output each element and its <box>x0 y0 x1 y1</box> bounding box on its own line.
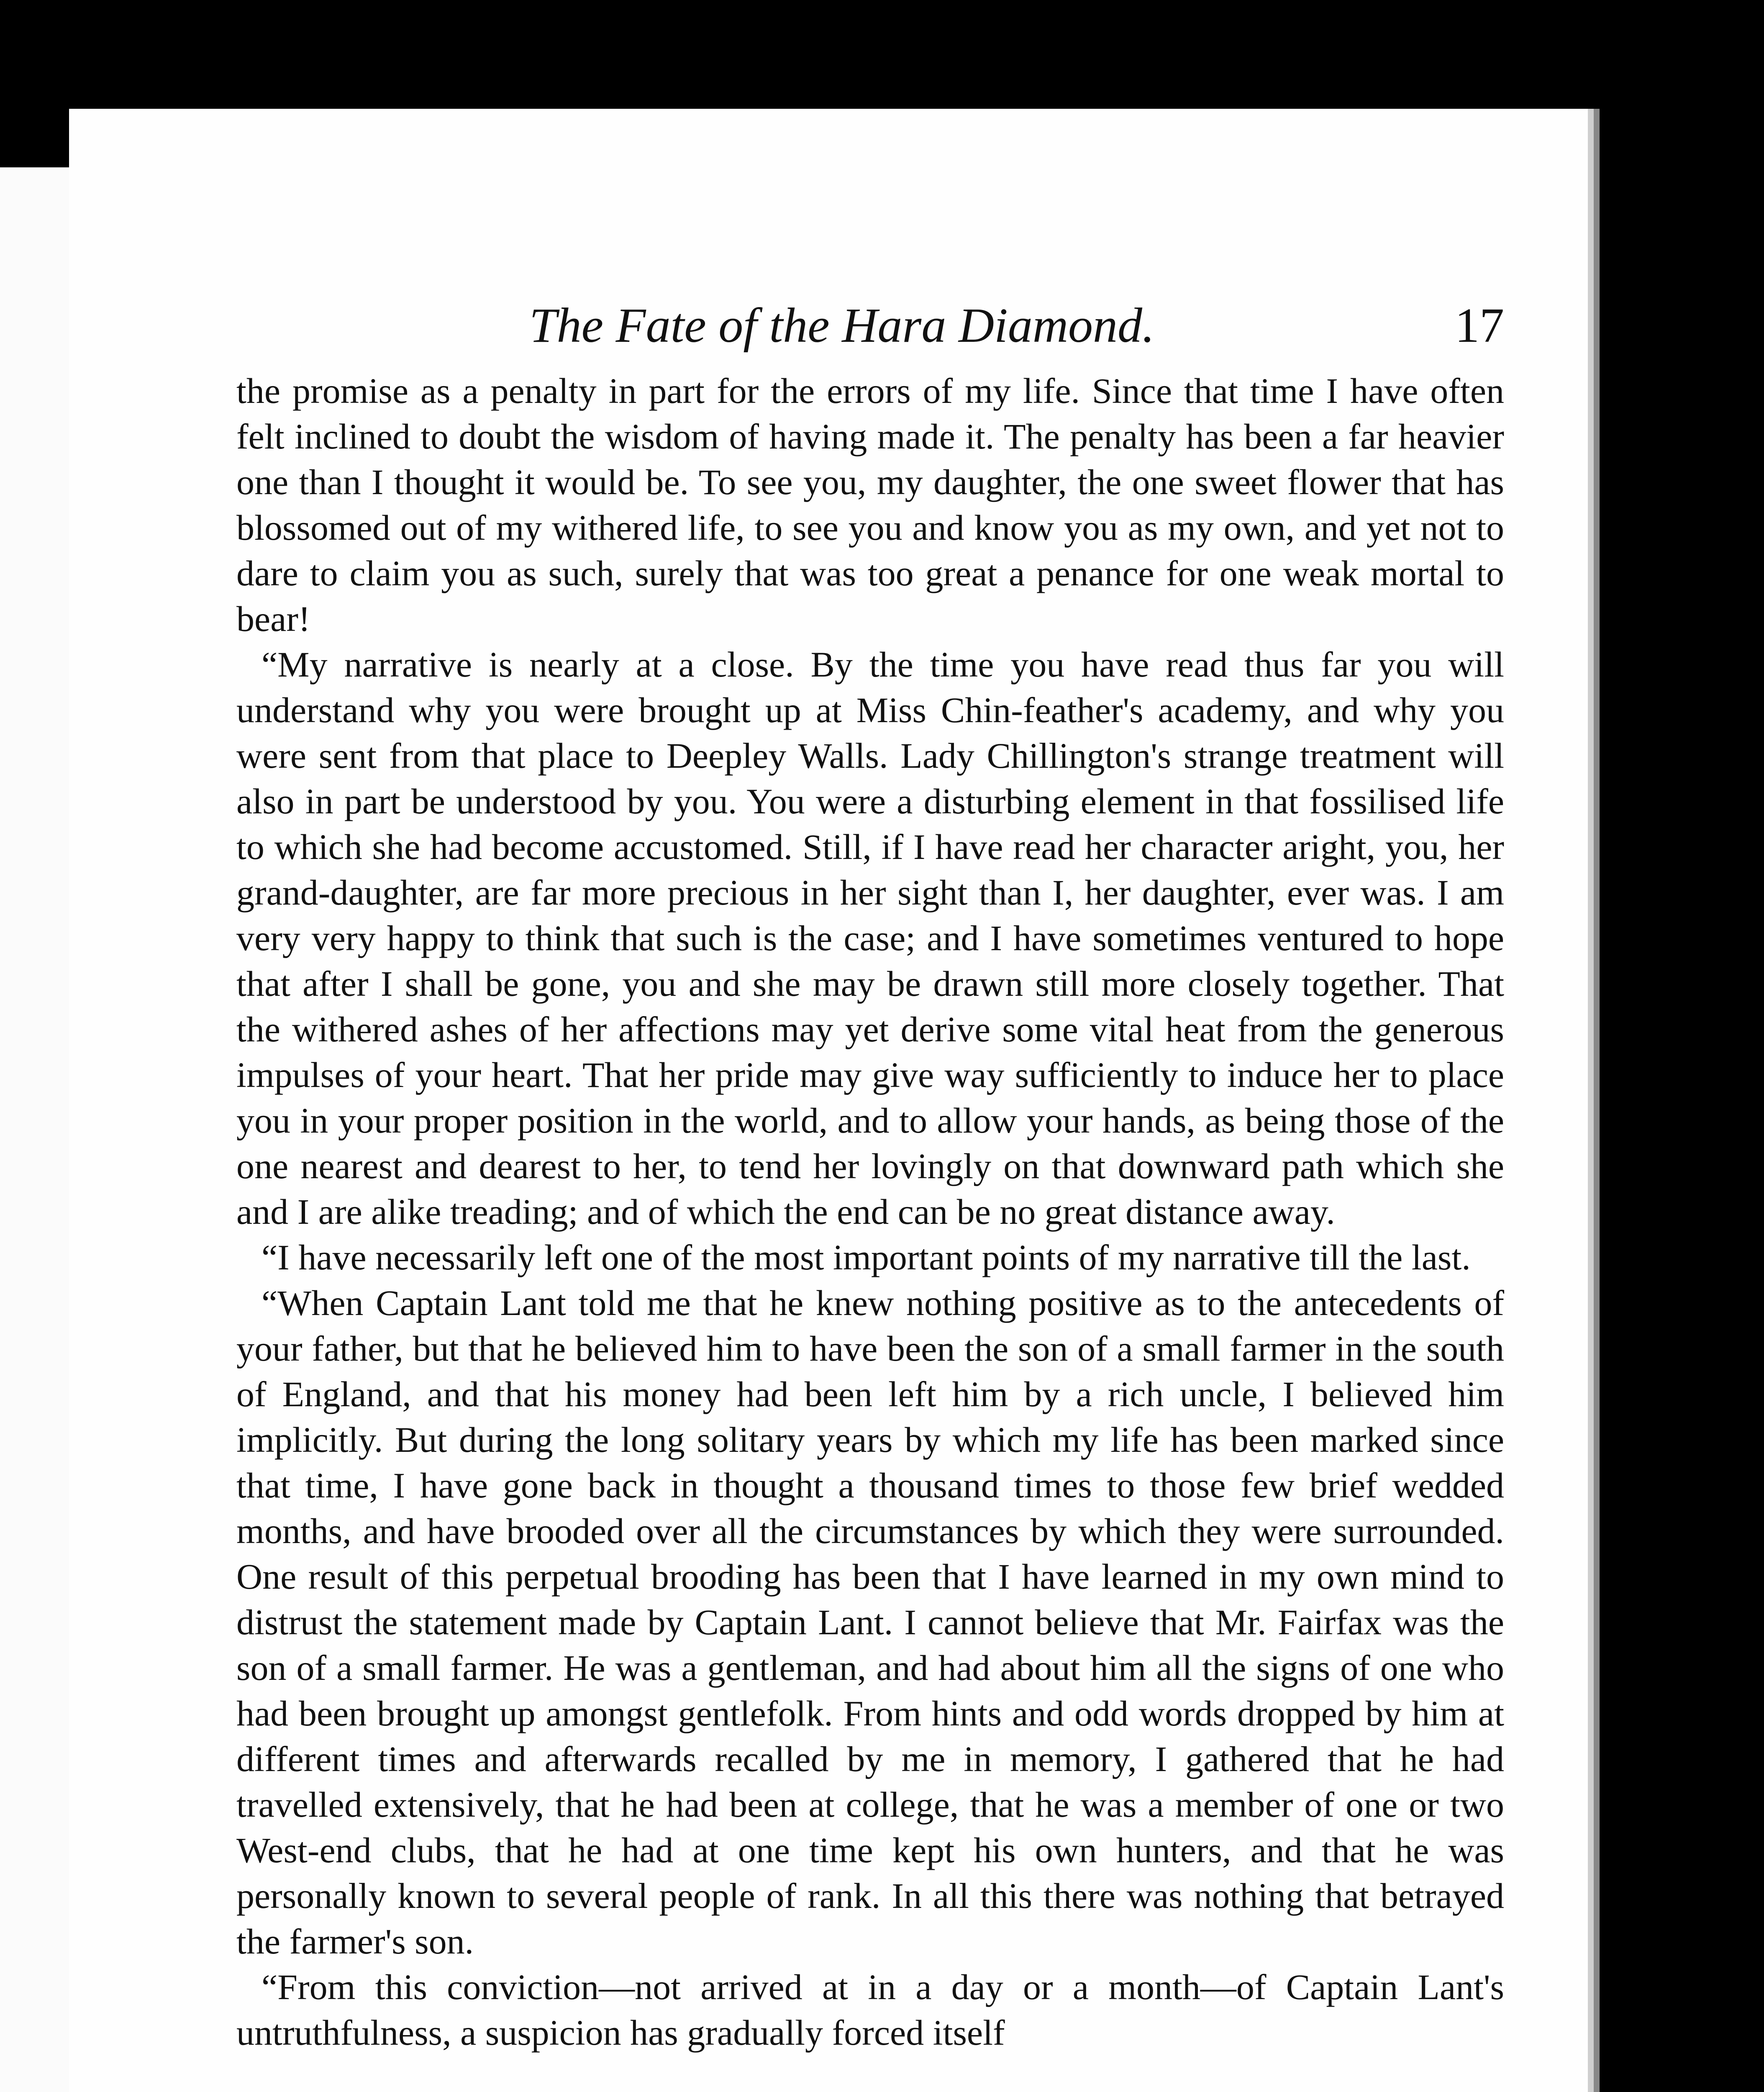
running-title: The Fate of the Hara Diamond. <box>529 298 1155 353</box>
book-page <box>69 109 1588 2092</box>
page-number: 17 <box>1455 298 1504 353</box>
paragraph: “When Captain Lant told me that he knew nothing positive as to the antecedents of your father, but that he believed him to have been the son of a small farmer in the south of England, and that his money had been left him by a rich uncle, I believed him implicitly. But during the long solitary years by which my life has been marked since that time, I have gone back in thought a thousand times to those few brief wedded months, and have brooded over all the circumstances by which they were surrounded. One result of this perpetual brooding has been that I have learned in my own mind to distrust the statement made by Captain Lant. I cannot believe that Mr. Fairfax was the son of a small farmer. He was a gentleman, and had about him all the signs of one who had been brought up amongst gentlefolk. From hints and odd words dropped by him at different times and afterwards recalled by me in memory, I gathered that he had travelled extensively, that he had been at college, that he was a member of one or two West-end clubs, that he had at one time kept his own hunters, and that he was personally known to several people of rank. In all this there was nothing that betrayed the farmer's son. <box>236 1283 1504 1961</box>
paragraph: “From this conviction—not arrived at in a day or a month—of Captain Lant's untruthfulness, a suspicion has gradually forced itself <box>236 1967 1504 2053</box>
body-text <box>236 368 1504 2056</box>
paragraph: the promise as a penalty in part for the errors of my life. Since that time I have often felt inclined to doubt the wisdom of having made it. The penalty has been a far heavier one than I thought it would be. To see you, my daughter, the one sweet flower that has blossomed out of my withered life, to see you and know you as my own, and yet not to dare to claim you as such, surely that was too great a penance for one weak mortal to bear! <box>236 371 1504 639</box>
paragraph: “I have necessarily left one of the most important points of my narrative till the last. <box>262 1237 1471 1277</box>
paragraph: “My narrative is nearly at a close. By the time you have read thus far you will understand why you were brought up at Miss Chin-feather's academy, and why you were sent from that place to Deepley Walls. Lady Chillington's strange treatment will also in part be understood by you. You were a disturbing element in that fossilised life to which she had become accustomed. Still, if I have read her character aright, you, her grand-daughter, are far more precious in her sight than I, her daughter, ever was. I am very very happy to think that such is the case; and I have sometimes ventured to hope that after I shall be gone, you and she may be drawn still more closely together. That the withered ashes of her affections may yet derive some vital heat from the generous impulses of your heart. That her pride may give way sufficiently to induce her to place you in your proper position in the world, and to allow your hands, as being those of the one nearest and dearest to her, to tend her lovingly on that downward path which she and I are alike treading; and of which the end can be no great distance away. <box>236 644 1504 1232</box>
facing-page-edge <box>0 167 74 2092</box>
running-header <box>69 276 1588 360</box>
